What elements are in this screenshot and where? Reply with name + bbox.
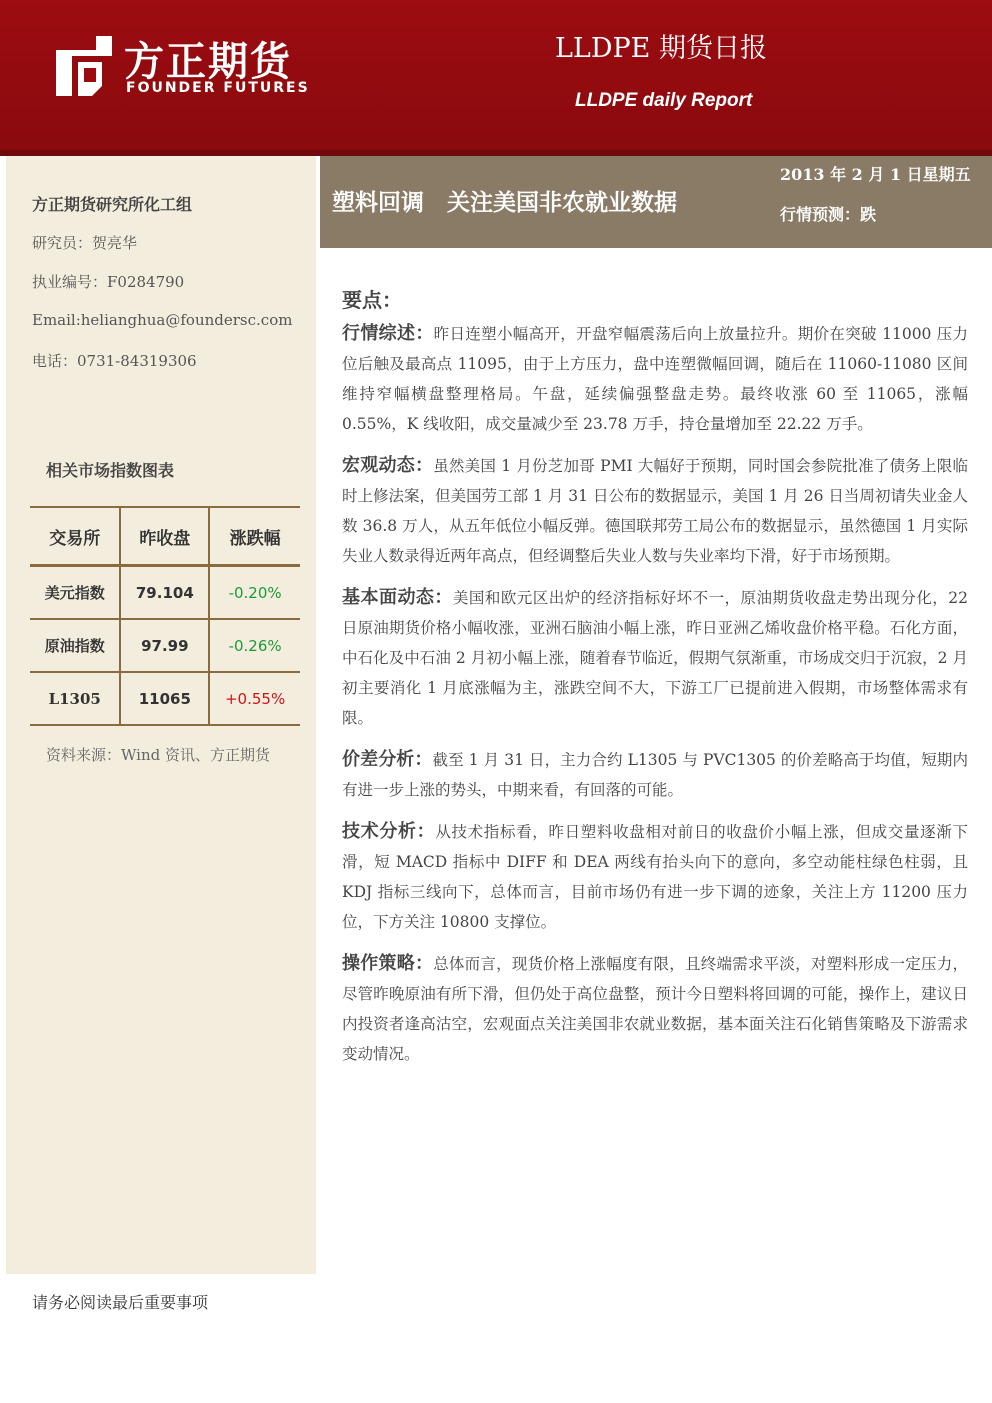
report-subtitle: LLDPE daily Report bbox=[575, 90, 753, 111]
row-change: -0.20% bbox=[228, 583, 282, 602]
logo-chinese-name: 方正期货 bbox=[124, 39, 292, 85]
paragraph-text: 美国和欧元区出炉的经济指标好坏不一，原油期货收盘走势出现分化，22 日原油期货价格小幅收涨，亚洲石脑油小幅上涨，昨日亚洲乙烯收盘价格平稳。石化方面，中石化及中石油 2 月初小幅上涨，随着春节临近，假期气氛渐重，市场成交归于沉寂，2 月初主要消化 1 月底涨幅为主，涨跌空间不大，下游工厂已提前进入假期，市场整体需求有限。 bbox=[342, 589, 969, 727]
report-headline: 塑料回调 关注美国非农就业数据 bbox=[332, 189, 677, 216]
logo-english-name: FOUNDER FUTURES bbox=[126, 80, 310, 96]
paragraph-label: 行情综述： bbox=[342, 323, 434, 344]
paragraph-label: 基本面动态： bbox=[342, 587, 453, 608]
title-band bbox=[320, 156, 992, 248]
paragraph-text: 从技术指标看，昨日塑料收盘相对前日的收盘价小幅上涨，但成交量逐渐下滑，短 MACD 指标中 DIFF 和 DEA 两线有抬头向下的意向，多空动能柱绿色柱弱，且 KDJ 指标三线向下，总体而言，目前市场仍有进一步下调的迹象，关注上方 11200 压力位，下方关注 10800 支撑位。 bbox=[342, 823, 968, 931]
row-close: 97.99 bbox=[120, 619, 209, 672]
paragraph-text: 截至 1 月 31 日，主力合约 L1305 与 PVC1305 的价差略高于均值，短期内有进一步上涨的势头，中期来看，有回落的可能。 bbox=[342, 751, 969, 799]
company-logo bbox=[52, 36, 322, 100]
row-change: -0.26% bbox=[228, 636, 282, 655]
paragraph-macro bbox=[342, 451, 968, 571]
table-row bbox=[30, 566, 300, 620]
paragraph-text: 昨日连塑小幅高开，开盘窄幅震荡后向上放量拉升。期价在突破 11000 压力位后触及最高点 11095，由于上方压力，盘中连塑微幅回调，随后在 11060-11080 区间维持窄幅横盘整理格局。午盘，延续偏强整盘走势。最终收涨 60 至 11065，涨幅 0.55%，K 线收阳，成交量减少至 23.78 万手，持仓量增加至 22.22 万手。 bbox=[342, 325, 969, 433]
report-title: LLDPE 期货日报 bbox=[555, 33, 767, 64]
paragraph-label: 宏观动态： bbox=[342, 455, 434, 476]
market-index-table bbox=[30, 506, 300, 726]
paragraph-strategy bbox=[342, 949, 968, 1069]
paragraph-text: 虽然美国 1 月份芝加哥 PMI 大幅好于预期，同时国会参院批准了债务上限临时上修法案，但美国劳工部 1 月 31 日公布的数据显示，美国 1 月 26 日当周初请失业金人数 36.8 万人，从五年低位小幅反弹。德国联邦劳工局公布的数据显示，虽然德国 1 月实际失业人数录得近两年高点，但经调整后失业人数与失业率均下滑，好于市场预期。 bbox=[342, 457, 968, 565]
paragraph-label: 技术分析： bbox=[342, 821, 436, 842]
report-header bbox=[0, 0, 992, 156]
report-date: 2013 年 2 月 1 日星期五 bbox=[780, 165, 971, 184]
table-header-row bbox=[30, 507, 300, 566]
email-contact: Email:helianghua@foundersc.com bbox=[32, 311, 293, 329]
market-forecast: 行情预测：跌 bbox=[780, 205, 877, 224]
license-number: 执业编号：F0284790 bbox=[32, 273, 185, 291]
row-name: 美元指数 bbox=[30, 566, 120, 620]
research-team: 方正期货研究所化工组 bbox=[32, 195, 193, 214]
phone-contact: 电话：0731-84319306 bbox=[32, 352, 197, 370]
sidebar bbox=[6, 156, 316, 1274]
paragraph-spread bbox=[342, 745, 968, 805]
row-close: 11065 bbox=[120, 672, 209, 725]
paragraph-technical bbox=[342, 817, 968, 937]
paragraph-label: 价差分析： bbox=[342, 749, 433, 770]
paragraph-label: 操作策略： bbox=[342, 953, 434, 974]
founder-logo-icon bbox=[52, 36, 112, 96]
row-name: 原油指数 bbox=[30, 619, 120, 672]
key-points-heading: 要点： bbox=[342, 288, 402, 312]
paragraph-text: 总体而言，现货价格上涨幅度有限，且终端需求平淡，对塑料形成一定压力，尽管昨晚原油有所下滑，但仍处于高位盘整，预计今日塑料将回调的可能，操作上，建议日内投资者逢高沽空，宏观面点关注美国非农就业数据，基本面关注石化销售策略及下游需求变动情况。 bbox=[342, 955, 968, 1063]
paragraph-fundamentals bbox=[342, 583, 968, 733]
row-close: 79.104 bbox=[120, 566, 209, 620]
researcher-name: 研究员：贺亮华 bbox=[32, 234, 138, 252]
paragraph-market-review bbox=[342, 319, 968, 439]
table-row bbox=[30, 672, 300, 725]
row-change: +0.55% bbox=[224, 689, 286, 708]
main-content bbox=[342, 284, 968, 1081]
disclaimer-note: 请务必阅读最后重要事项 bbox=[32, 1293, 209, 1312]
table-row bbox=[30, 619, 300, 672]
column-header-exchange: 交易所 bbox=[30, 507, 120, 566]
row-name: L1305 bbox=[30, 672, 120, 725]
data-source-note: 资料来源：Wind 资讯、方正期货 bbox=[46, 746, 270, 764]
column-header-change: 涨跌幅 bbox=[229, 528, 281, 549]
market-index-section-title: 相关市场指数图表 bbox=[46, 461, 175, 480]
column-header-close: 昨收盘 bbox=[120, 507, 209, 566]
